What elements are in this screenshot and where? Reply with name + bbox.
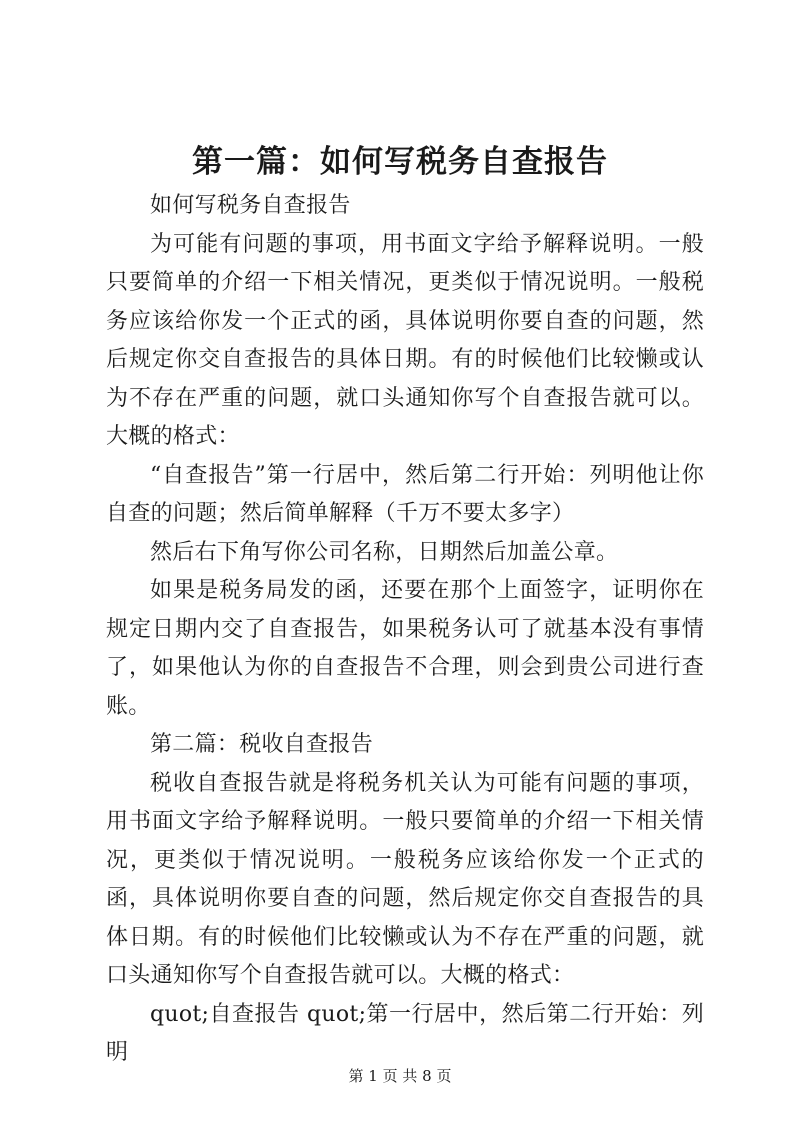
paragraph: 然后右下角写你公司名称，日期然后加盖公章。	[150, 539, 619, 565]
paragraph: “自查报告”第一行居中，然后第二行开始：列明他让你自查的问题；然后简单解释（千万不要太多字）	[106, 462, 704, 526]
section-heading: 第二篇：税收自查报告	[150, 732, 374, 757]
document-title: 第一篇：如何写税务自查报告	[192, 144, 608, 180]
paragraph: 税收自查报告就是将税务机关认为可能有问题的事项，用书面文字给予解释说明。一般只要简单的介绍一下相关情况，更类似于情况说明。一般税务应该给你发一个正式的函，具体说明你要自查的问题，然后规定你交自查报告的具体日期。有的时候他们比较懒或认为不存在严重的问题，就口头通知你写个自查报告就可以。大概的格式：	[106, 770, 704, 988]
page-number-footer: 第 1 页 共 8 页	[348, 1067, 452, 1085]
paragraph-subtitle: 如何写税务自查报告	[150, 193, 351, 218]
paragraph: 为可能有问题的事项，用书面文字给予解释说明。一般只要简单的介绍一下相关情况，更类似于情况说明。一般税务应该给你发一个正式的函，具体说明你要自查的问题，然后规定你交自查报告的具体日期。有的时候他们比较懒或认为不存在严重的问题，就口头通知你写个自查报告就可以。大概的格式：	[106, 231, 704, 449]
document-body	[106, 187, 704, 1073]
paragraph: quot;自查报告 quot;第一行居中，然后第二行开始：列明	[106, 1001, 704, 1065]
paragraph: 如果是税务局发的函，还要在那个上面签字，证明你在规定日期内交了自查报告，如果税务认可了就基本没有事情了，如果他认为你的自查报告不合理，则会到贵公司进行查账。	[106, 578, 704, 719]
